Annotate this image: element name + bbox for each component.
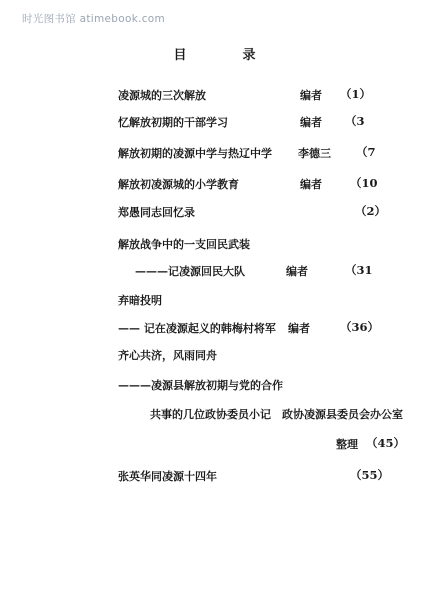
toc-entry-page: （45） xyxy=(366,436,406,450)
toc-title: 目录 xyxy=(173,48,312,63)
toc-entry-page: （31 xyxy=(345,263,373,277)
toc-entry-subtitle: 共事的几位政协委员小记 xyxy=(150,408,271,421)
watermark-text: 时光图书馆 atimebook.com xyxy=(22,13,166,25)
toc-entry-author: 编者 xyxy=(300,89,322,102)
toc-entry-title: 弃暗投明 xyxy=(118,294,162,307)
toc-entry-page: （2） xyxy=(355,204,387,218)
toc-entry-title: 张英华同凌源十四年 xyxy=(118,470,217,483)
toc-entry-title: 凌源城的三次解放 xyxy=(118,89,206,102)
toc-entry-title: 解放战争中的一支回民武装 xyxy=(118,238,250,251)
toc-entry-page: （7 xyxy=(356,145,376,159)
toc-entry-author: 编者 xyxy=(300,178,322,191)
toc-entry-page: （3 xyxy=(345,114,365,128)
toc-entry-author: 编者 xyxy=(286,265,308,278)
toc-entry-author: 编者 xyxy=(288,322,310,335)
toc-entry-subtitle: —— 记在凌源起义的韩梅村将军 xyxy=(118,322,276,335)
toc-entry-title: 解放初凌源城的小学教育 xyxy=(118,178,239,191)
toc-entry-page: （1） xyxy=(340,87,372,101)
toc-entry-author: 编者 xyxy=(300,116,322,129)
toc-entry-page: （55） xyxy=(350,468,390,482)
toc-entry-title: 郑愚同志回忆录 xyxy=(118,206,195,219)
toc-entry-author: 整理 xyxy=(336,438,358,451)
toc-entry-subtitle: ———凌源县解放初期与党的合作 xyxy=(118,379,283,392)
toc-entry-page: （36） xyxy=(340,320,380,334)
toc-entry-author: 政协凌源县委员会办公室 xyxy=(282,408,403,421)
toc-entry-subtitle: ———记凌源回民大队 xyxy=(135,265,245,278)
toc-entry-title: 忆解放初期的干部学习 xyxy=(118,116,228,129)
toc-entry-page: （10 xyxy=(350,176,378,190)
toc-entry-title: 解放初期的凌源中学与热辽中学 xyxy=(118,147,272,160)
toc-entry-title: 齐心共济，风雨同舟 xyxy=(118,349,217,362)
toc-entry-author: 李德三 xyxy=(298,147,331,160)
